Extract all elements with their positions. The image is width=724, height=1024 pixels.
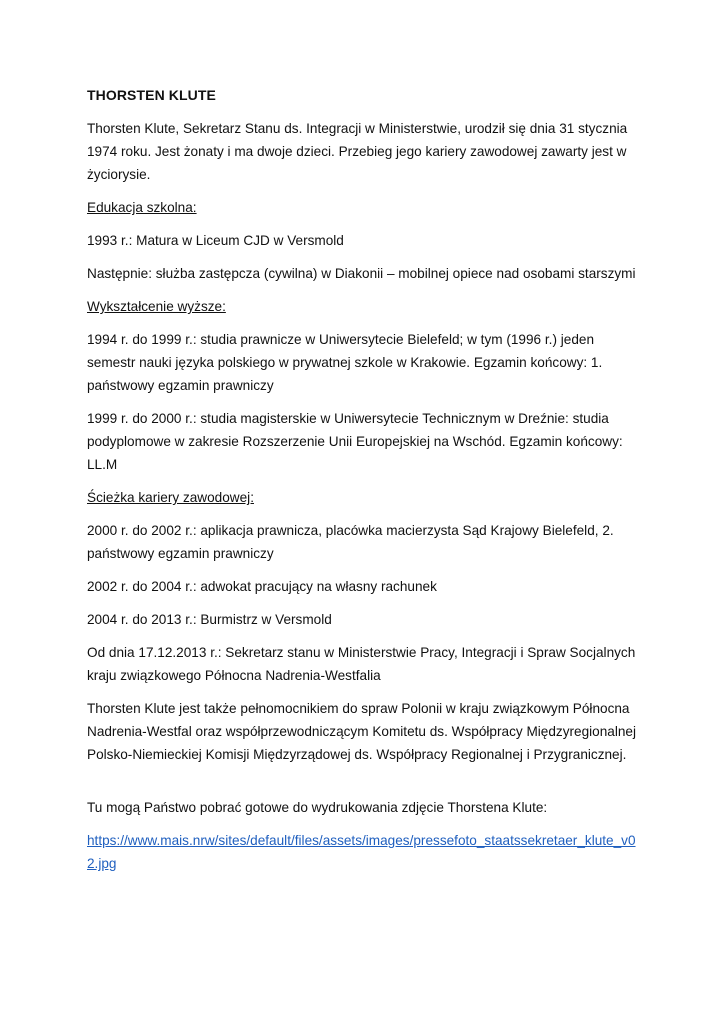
career-entry-state-secretary: Od dnia 17.12.2013 r.: Sekretarz stanu w Ministerstwie Pracy, Integracji i Spraw Socjalnych kraju związkowego Północna Nadrenia-Westfalia [87, 645, 636, 683]
photo-download-note: Tu mogą Państwo pobrać gotowe do wydrukowania zdjęcie Thorstena Klute: [87, 800, 548, 815]
career-entry-mayor: 2004 r. do 2013 r.: Burmistrz w Versmold [87, 612, 332, 627]
page-title: THORSTEN KLUTE [87, 87, 216, 103]
higher-education-entry-masters: 1999 r. do 2000 r.: studia magisterskie w Uniwersytecie Technicznym w Dreźnie: studia podyplomowe w zakresie Rozszerzenie Unii Europejskiej na Wschód. Egzamin końcowy: LL.M [87, 411, 623, 472]
higher-education-entry-law-studies: 1994 r. do 1999 r.: studia prawnicze w Uniwersytecie Bielefeld; w tym (1996 r.) jeden semestr nauki języka polskiego w prywatnej szkole w Krakowie. Egzamin końcowy: 1. państwowy egzamin prawniczy [87, 332, 603, 393]
school-entry-matura: 1993 r.: Matura w Liceum CJD w Versmold [87, 233, 344, 248]
document-page [87, 84, 643, 875]
career-entry-legal-clerkship: 2000 r. do 2002 r.: aplikacja prawnicza, placówka macierzysta Sąd Krajowy Bielefeld, 2. państwowy egzamin prawniczy [87, 523, 614, 561]
section-heading-school-education: Edukacja szkolna: [87, 200, 197, 215]
photo-download-link[interactable]: https://www.mais.nrw/sites/default/files/assets/images/pressefoto_staatssekretaer_klute_v02.jpg [87, 833, 636, 871]
intro-paragraph: Thorsten Klute, Sekretarz Stanu ds. Integracji w Ministerstwie, urodził się dnia 31 stycznia 1974 roku. Jest żonaty i ma dwoje dzieci. Przebieg jego kariery zawodowej zawarty jest w życiorysie. [87, 121, 628, 182]
school-entry-civil-service: Następnie: służba zastępcza (cywilna) w Diakonii – mobilnej opiece nad osobami starszymi [87, 266, 636, 281]
spacer [87, 776, 643, 796]
career-entry-plenipotentiary: Thorsten Klute jest także pełnomocnikiem do spraw Polonii w kraju związkowym Północna Nadrenia-Westfal oraz współprzewodniczącym Komitetu ds. Współpracy Międzyregionalnej Polsko-Niemieckiej Komisji Międzyrządowej ds. Współpracy Regionalnej i Przygranicznej. [87, 701, 637, 762]
career-entry-lawyer: 2002 r. do 2004 r.: adwokat pracujący na własny rachunek [87, 579, 437, 594]
section-heading-career: Ścieżka kariery zawodowej: [87, 490, 254, 505]
section-heading-higher-education: Wykształcenie wyższe: [87, 299, 226, 314]
